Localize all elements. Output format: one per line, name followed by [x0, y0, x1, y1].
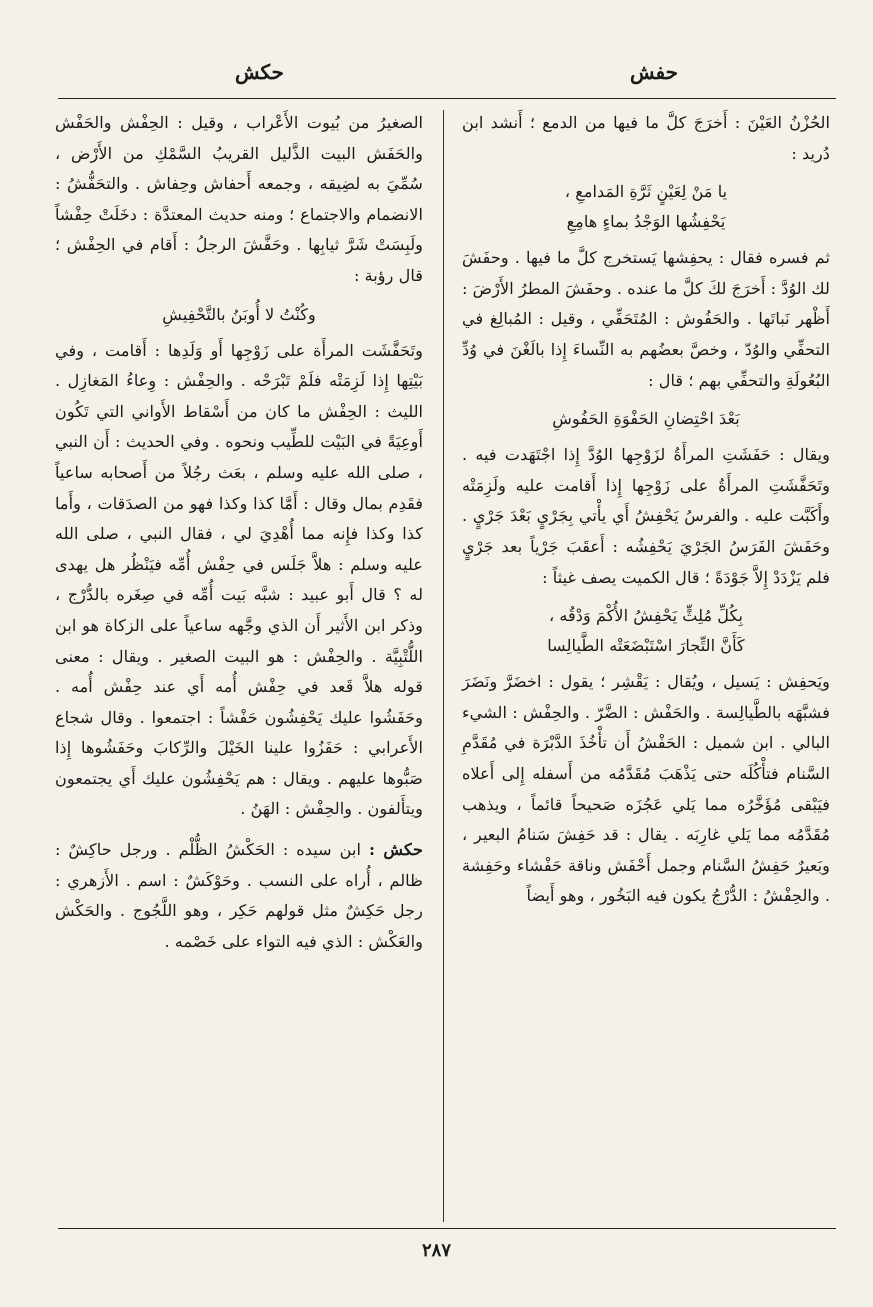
column-divider [443, 110, 444, 1222]
page-number: ٢٨٧ [421, 1240, 451, 1261]
verse-line: يا مَنْ لِعَيْنٍ ثَرَّةِ المَدامعِ ، [564, 182, 728, 202]
right-verse-2 [462, 404, 830, 434]
left-entry-hakash [55, 835, 423, 957]
verse-line: يَحْفِشُها الوَجْدُ بماءٍ هامِعِ [566, 212, 726, 232]
verse-line: بِكُلِّ مُلِثٍّ يَحْفِشُ الأُكْمَ وَدْقُه ، [548, 606, 743, 626]
header-left-word: حكش [235, 60, 284, 84]
right-paragraph-1: الحُزْنُ العَيْنَ : أَخرَجَ كلَّ ما فيها من الدمع ؛ أَنشد ابن دُريد : [462, 113, 830, 163]
right-paragraph-4: ويَحفِش : يَسيل ، ويُقال : يَقْشِر ؛ يقول : اخضَرَّ ونَضَرَ فشبَّهَه بالطَّيالِسة . والحَفْش : الضَّرّ . والحِفْش : الشيء البالي . ابن شميل : الحَفْشُ أَن تأْخُذَ الدَّبْرَة في مُقَدَّمِ السَّنام فتأْكُلَه حتى يَذْهَبَ مُقَدَّمُه من أَسفله إِلى أَعلاه فيَبْقى مُؤَخَّرُه مما يَلي عَجُزَه صَحيحاً قائماً ، ويذهب مُقَدَّمُه مما يَلي غارِبَه . يقال : قد حَفِشَ سَنامُ البعير ، وبَعيرٌ حَفِشُ السَّنام وجمل أَحْفَش وناقة حَفْشاء وحَفِشة . والحِفْشُ : الدُّرْجُ يكون فيه البَخُور ، وهو أَيضاً [462, 672, 830, 906]
header-right-word: حفش [630, 60, 678, 84]
bottom-rule [58, 1228, 836, 1229]
entry-headword: حكش : [368, 840, 423, 860]
right-column [462, 108, 830, 912]
verse-line: كَأَنَّ التِّجارَ اسْتَبْضَعَتْه الطَّيالِسا [547, 636, 745, 656]
right-verse-1 [462, 177, 830, 237]
left-verse-1 [55, 300, 423, 330]
right-paragraph-2: ثم فسره فقال : يحفِشها يَستخرج كلَّ ما فيها . وحفَشَ لك الوُدَّ : أَخرَجَ لكَ كلَّ ما عنده . وحفَشَ المطرُ الأَرْضَ : أَظْهر نَباتَها . والحَفُوش : المُتَحَفِّي ، وقيل : المُبالِغ في التحفِّي والوُدّ ، وخصَّ بعضُهم به النِّساءَ إِذا بالَغْنَ في وُدِّ البُعُولَةِ والتحفِّي بهم ؛ قال : [462, 248, 830, 390]
right-paragraph-3: ويقال : حَفَشَتِ المرأَةُ لزَوْجِها الوُدَّ إِذا اجْتَهَدت فيه . وتَحَفَّشَتِ المرأَةُ على زَوْجِها إِذا أَقامت عليه ولَزِمَتْه وأَكَبَّت عليه . والفرسُ يَحْفِشُ أَي يأْتي بِجَرْيٍ بَعْدَ جَرْيٍ . وحَفَشَ الفَرَسُ الجَرْيَ يَحْفِشُه : أَعقَبَ جَرْياً بعد جَرْيٍ فلم يَزْدَدْ إِلاَّ جَوْدَةً ؛ قال الكميت يصف غيثاً : [462, 445, 830, 587]
top-rule [58, 98, 836, 99]
right-verse-3 [462, 601, 830, 661]
left-column [55, 108, 423, 957]
verse-line: وكُنْتُ لا أُوبَنُ بالتَّحْفِيشِ [162, 304, 316, 324]
page-header [0, 52, 873, 92]
left-paragraph-1: الصغيرُ من بُيوت الأَعْراب ، وقيل : الحِفْش والحَفْش والحَفَش البيت الذَّليل القريبُ السَّمْكِ من الأَرْض ، سُمِّيَ به لضِيقه ، وجمعه أَحفاش وحِفاش . والتحَفُّشُ : الانضمام والاجتماع ؛ ومنه حديث المعتدَّة : دخَلَتْ حِفْشاً ولَبِسَتْ شَرَّ ثيابِها . وحَفَّشَ الرجلُ : أَقام في الحِفْش ؛ قال رؤبة : [55, 113, 423, 285]
verse-line: بَعْدَ احْتِضانِ الحَفْوَةِ الحَفُوشِ [552, 409, 740, 429]
left-paragraph-2: وتَحَفَّشَت المرأَة على زَوْجِها أَو وَلَدِها : أَقامت ، وفي بَيْتِها إِذا لَزِمَتْه فلَمْ تَبْرَحْه . والحِفْش : وِعاءُ المَغازِل . الليث : الحِفْش ما كان من أَسْقاط الأَواني التي تَكُون أَوعِيَةً في البَيْت للطِّيب ونحوه . وفي الحديث : أَن النبي ، صلى الله عليه وسلم ، بعَث رجُلاً من أَصحابه ساعياً فقَدِم بمال وقال : أَمَّا كذا وكذا فهو من الصدَقات ، وأَما كذا وكذا فإِنه مما أُهْدِيَ لي ، فقال النبي ، صلى الله عليه وسلم : هلاَّ جَلَس في حِفْش أُمِّه فيَنْظُر هل يهدى له ؟ قال أَبو عبيد : شبَّه بَيت أُمِّه في صِغَره بالدُّرْج ، وذكر ابن الأَثير أَن الذي وجَّهه ساعياً على الزكاة هو ابن اللُّتْبِيَّة . والحِفْش : هو البيت الصغير . ويقال : معنى قوله هلاَّ قَعد في حِفْش أُمه أَي عند حِفْش أُمه . وحَفَشُوا عليك يَحْفِشُون حَفْشاً : اجتمعوا . وقال شجاع الأَعرابي : حَفَزُوا علينا الخَيْلَ والرِّكابَ وحَفَشُوها إِذا صَبُّوها عليهم . ويقال : هم يَحْفِشُون عليك أَي يجتمعون ويتأَلفون . والحِفْش : الهَنُ . [55, 340, 423, 819]
entry-text: ابن سيده : الحَكْشُ الظُّلْم . ورجل حاكِشٌ : ظالم ، أُراه على النسب . وحَوْكَشٌ : اسم . الأَزهري : رجل حَكِشٌ مثل قولهم حَكِر ، وهو اللَّجُوج . والحَكْش والعَكْش : الذي فيه التواء على خَصْمه . [55, 840, 423, 951]
